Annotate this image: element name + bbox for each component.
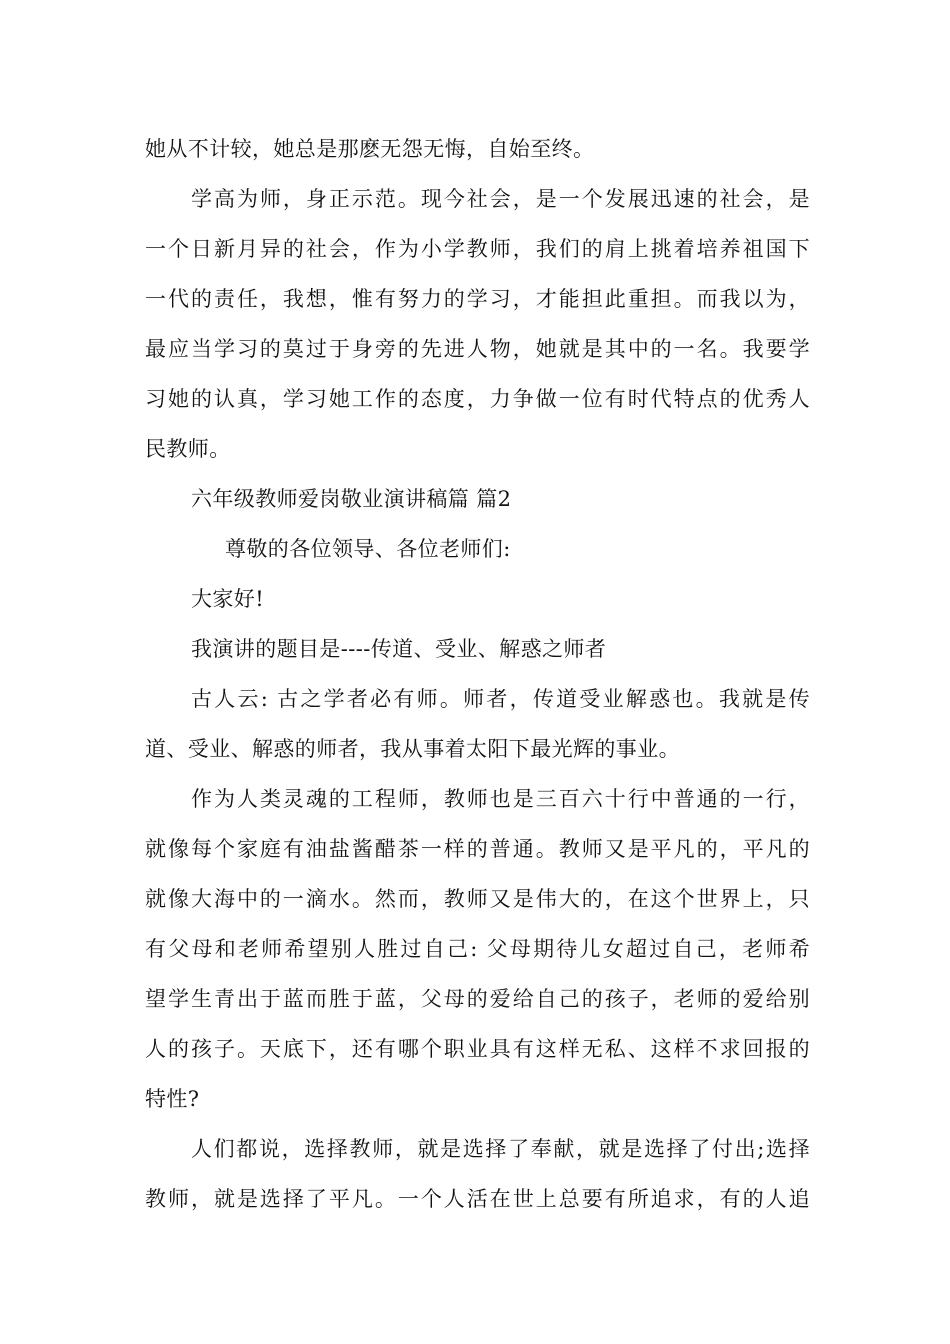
greeting: 大家好! [191, 587, 265, 611]
text-line: 人们都说，选择教师，就是选择了奉献，就是选择了付出;选择 [191, 1137, 810, 1161]
text-line: 有父母和老师希望别人胜过自己: 父母期待儿女超过自己，老师希 [145, 937, 810, 961]
text-line: 望学生青出于蓝而胜于蓝，父母的爱给自己的孩子，老师的爱给别 [145, 987, 810, 1011]
text-line: 教师，就是选择了平凡。一个人活在世上总要有所追求，有的人追 [145, 1187, 810, 1211]
text-line: 习她的认真，学习她工作的态度，力争做一位有时代特点的优秀人 [145, 387, 810, 411]
text-line: 就像每个家庭有油盐酱醋茶一样的普通。教师又是平凡的，平凡的 [145, 837, 810, 861]
text-line: 人的孩子。天底下，还有哪个职业具有这样无私、这样不求回报的 [145, 1037, 810, 1061]
document-page [145, 124, 810, 1224]
text-line: 一个日新月异的社会，作为小学教师，我们的肩上挑着培养祖国下 [145, 237, 810, 261]
text-line: 她从不计较，她总是那麽无怨无悔，自始至终。 [145, 137, 595, 161]
text-line: 古人云: 古之学者必有师。师者，传道受业解惑也。我就是传 [191, 687, 810, 711]
text-line: 民教师。 [145, 437, 231, 461]
speech-title: 我演讲的题目是----传道、受业、解惑之师者 [191, 637, 607, 661]
text-line: 就像大海中的一滴水。然而，教师又是伟大的，在这个世界上，只 [145, 887, 810, 911]
text-line: 道、受业、解惑的师者，我从事着太阳下最光辉的事业。 [145, 737, 680, 761]
text-line: 作为人类灵魂的工程师，教师也是三百六十行中普通的一行， [191, 787, 810, 811]
text-line: 学高为师，身正示范。现今社会，是一个发展迅速的社会，是 [191, 187, 810, 211]
salutation: 尊敬的各位领导、各位老师们: [225, 537, 511, 561]
text-line: 特性? [145, 1087, 200, 1111]
section-heading: 六年级教师爱岗敬业演讲稿篇 篇2 [191, 487, 512, 511]
text-line: 最应当学习的莫过于身旁的先进人物，她就是其中的一名。我要学 [145, 337, 810, 361]
text-line: 一代的责任，我想，惟有努力的学习，才能担此重担。而我以为， [145, 287, 810, 311]
